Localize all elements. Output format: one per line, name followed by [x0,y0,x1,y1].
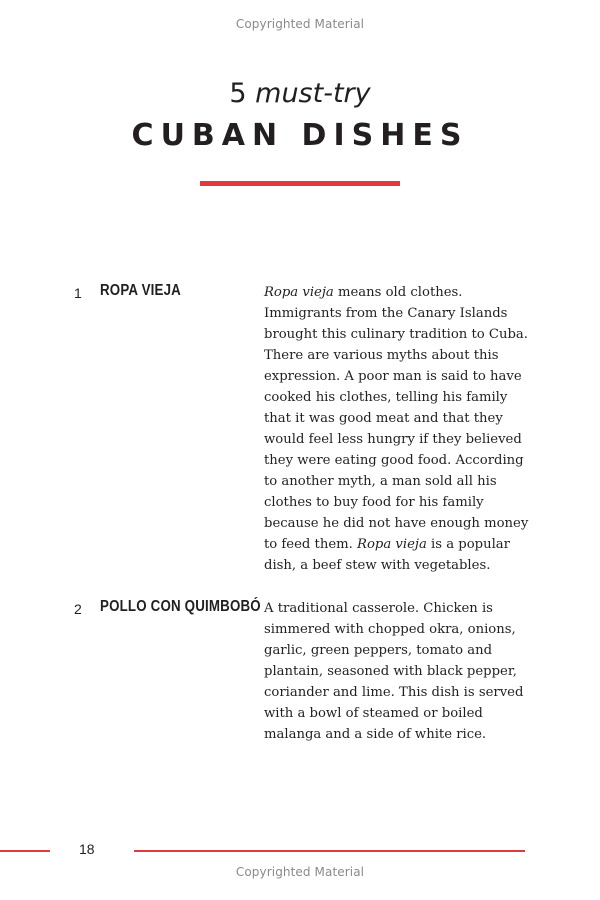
dish-name: POLLO CON QUIMBOBÓ [100,598,261,615]
dish-description-text: is a popular dish, a beef stew with vegetables. [264,537,510,573]
page-subtitle [0,78,600,109]
subtitle-text: must-try [255,78,371,109]
dish-description: A traditional casserole. Chicken is simmered with chopped okra, onions, garlic, green peppers, tomato and plantain, seasoned with black pepper, coriander and lime. This dish is served with a bowl of steamed or boiled malanga and a side of white rice. [264,601,524,742]
footer-divider-right [134,850,525,852]
watermark-bottom: Copyrighted Material [235,865,365,879]
subtitle-number: 5 [229,78,247,109]
page-number: 18 [79,841,95,857]
watermark-top: Copyrighted Material [235,17,365,31]
title-divider [200,181,400,186]
dish-description-text: means old clothes. Immigrants from the Canary Islands brought this culinary tradition to Cuba. There are various myths about this expression. A poor man is said to have cooked his clothes, telling his family that it was good meat and that they would feel less hungry if they believed they were eating good food. According to another myth, a man sold all his clothes to buy food for his family because he did not have enough money to feed them. [264,285,529,552]
dish-number: 2 [74,601,82,617]
dish-name: ROPA VIEJA [100,282,181,299]
page-title: CUBAN DISHES [131,118,469,153]
dish-description-italic: Ropa vieja [264,285,334,300]
dish-description [264,282,532,576]
dish-number: 1 [74,285,82,301]
footer-divider-left [0,850,50,852]
dish-description-italic: Ropa vieja [357,537,427,552]
